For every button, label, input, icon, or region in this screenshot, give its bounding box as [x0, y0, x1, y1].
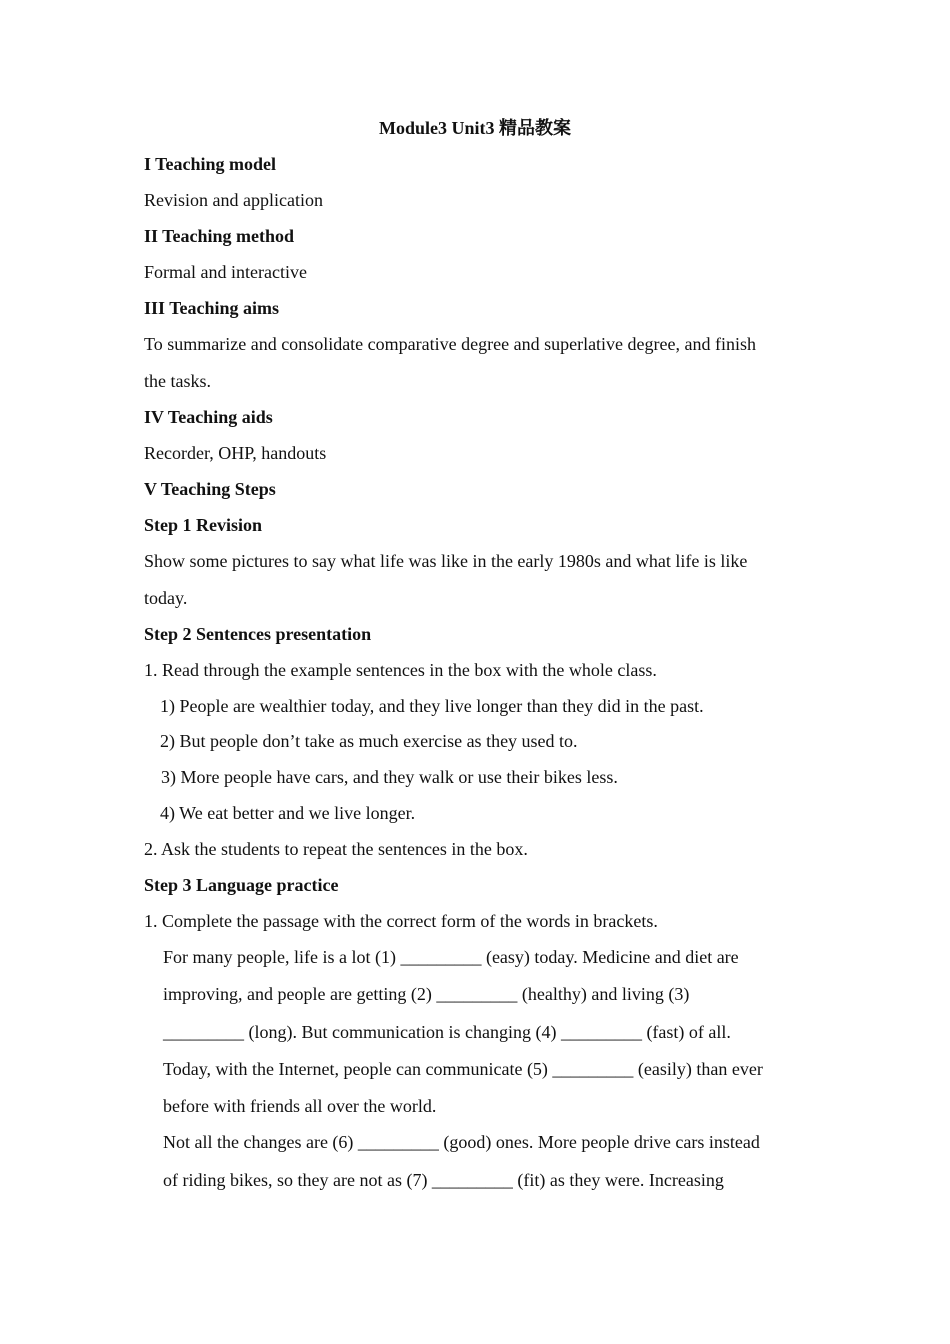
- step1-text-line-1: Show some pictures to say what life was like in the early 1980s and what life is like: [144, 551, 748, 571]
- step3-heading: Step 3 Language practice: [144, 875, 339, 895]
- example-sentence: 3) More people have cars, and they walk or use their bikes less.: [161, 767, 618, 787]
- example-sentence: 4) We eat better and we live longer.: [160, 803, 416, 823]
- example-sentence: 1) People are wealthier today, and they live longer than they did in the past.: [160, 696, 704, 716]
- step2-item-1: 1. Read through the example sentences in the box with the whole class.: [144, 660, 657, 680]
- passage-line: before with friends all over the world.: [163, 1096, 437, 1116]
- step2-item-2: 2. Ask the students to repeat the sentences in the box.: [144, 839, 528, 859]
- teaching-method-text: Formal and interactive: [144, 262, 307, 282]
- passage-line: of riding bikes, so they are not as (7) _________ (fit) as they were. Increasing: [163, 1170, 724, 1190]
- teaching-aids-text: Recorder, OHP, handouts: [144, 443, 327, 463]
- step1-heading: Step 1 Revision: [144, 515, 263, 535]
- teaching-model-text: Revision and application: [144, 190, 323, 210]
- page-title: Module3 Unit3 精品教案: [378, 118, 571, 138]
- teaching-aims-text-line-1: To summarize and consolidate comparative degree and superlative degree, and finish: [144, 334, 756, 354]
- passage-line: improving, and people are getting (2) _________ (healthy) and living (3): [163, 984, 690, 1004]
- teaching-method-heading: II Teaching method: [144, 226, 295, 246]
- passage-line: _________ (long). But communication is changing (4) _________ (fast) of all.: [163, 1022, 731, 1042]
- teaching-model-heading: I Teaching model: [144, 154, 277, 174]
- passage-line: Not all the changes are (6) _________ (good) ones. More people drive cars instead: [163, 1132, 760, 1152]
- step1-text-line-2: today.: [144, 588, 188, 608]
- teaching-steps-heading: V Teaching Steps: [144, 479, 276, 499]
- passage-line: Today, with the Internet, people can communicate (5) _________ (easily) than ever: [163, 1059, 763, 1079]
- step2-heading: Step 2 Sentences presentation: [144, 624, 372, 644]
- teaching-aims-text-line-2: the tasks.: [144, 371, 211, 391]
- teaching-aims-heading: III Teaching aims: [144, 298, 280, 318]
- step3-item-1: 1. Complete the passage with the correct form of the words in brackets.: [144, 911, 658, 931]
- example-sentence: 2) But people don’t take as much exercise as they used to.: [160, 731, 578, 751]
- passage-line: For many people, life is a lot (1) _________ (easy) today. Medicine and diet are: [163, 947, 739, 967]
- teaching-aids-heading: IV Teaching aids: [144, 407, 273, 427]
